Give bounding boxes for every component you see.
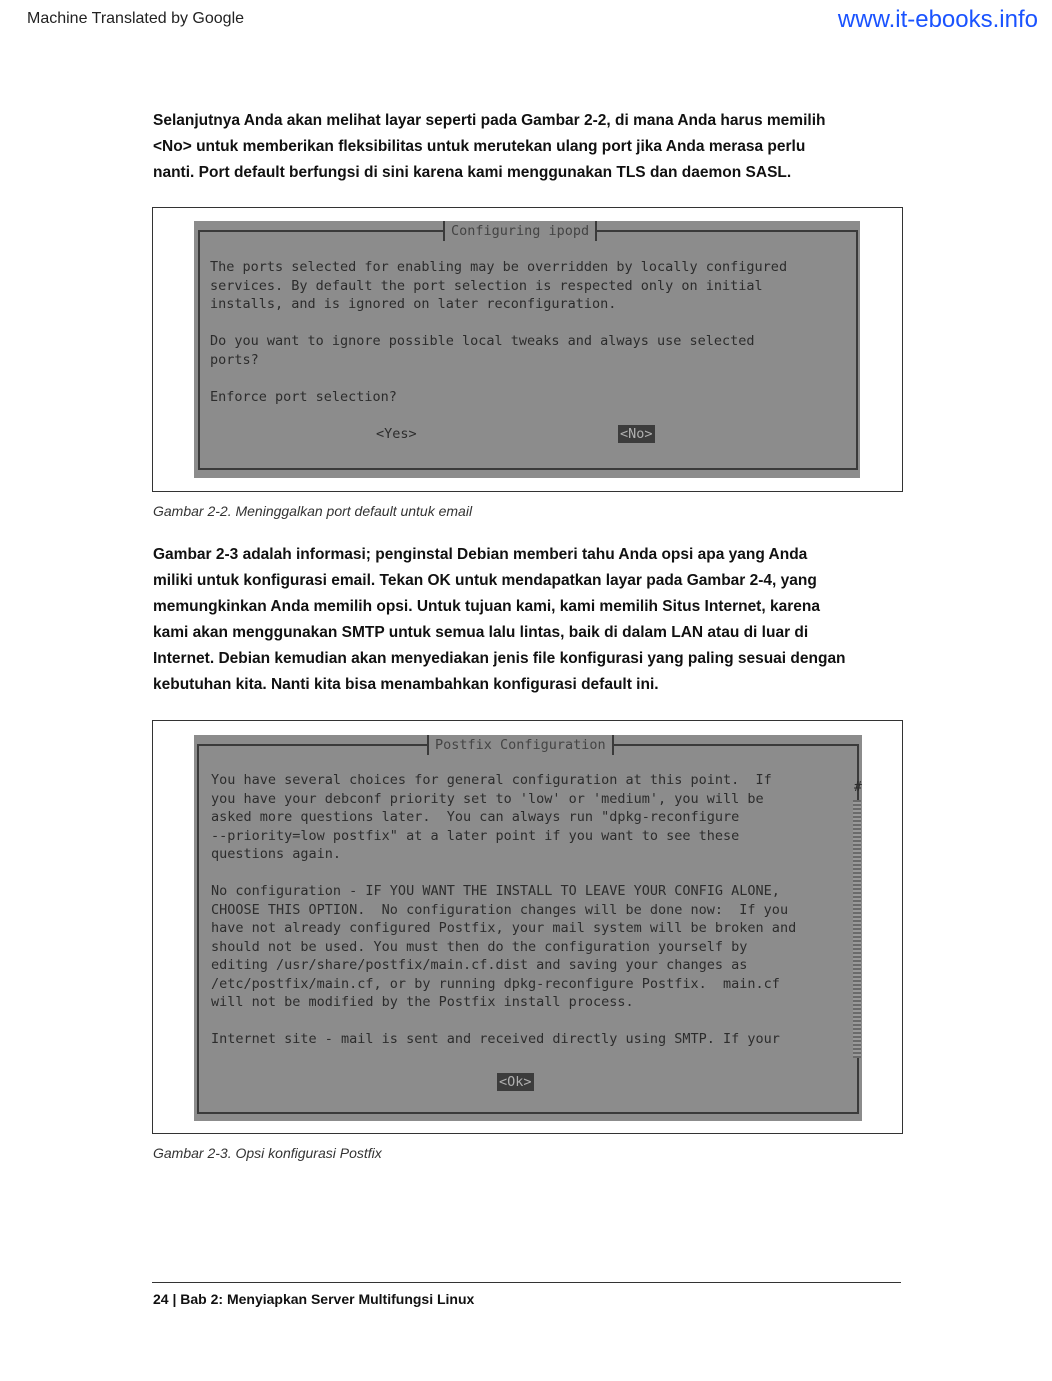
- dialog-line: editing /usr/share/postfix/main.cf.dist and saving your changes as: [211, 957, 748, 973]
- dialog-text: [211, 771, 796, 1049]
- dialog-line: questions again.: [211, 846, 342, 862]
- site-link[interactable]: www.it-ebooks.info: [837, 6, 1038, 33]
- scroll-marker: #: [854, 780, 862, 795]
- paragraph-1: [153, 108, 913, 186]
- scrollbar[interactable]: [853, 800, 861, 1058]
- dialog-line: [211, 1012, 796, 1031]
- dialog-line: [211, 864, 796, 883]
- postfix-dialog: [197, 737, 862, 1114]
- ok-button[interactable]: <Ok>: [499, 1074, 532, 1090]
- dialog-line: ports?: [210, 351, 259, 368]
- terminal-screenshot: [194, 221, 860, 478]
- paragraph-line: <No> untuk memberikan fleksibilitas untuk merutekan ulang port jika Anda merasa perlu: [153, 138, 806, 155]
- dialog-line: [210, 314, 787, 333]
- paragraph-line: Gambar 2-3 adalah informasi; penginstal Debian memberi tahu Anda opsi apa yang Anda: [153, 546, 808, 563]
- dialog-line: asked more questions later. You can always run "dpkg-reconfigure: [211, 809, 740, 825]
- dialog-line: CHOOSE THIS OPTION. No configuration changes will be done now: If you: [211, 901, 789, 918]
- dialog-line: You have several choices for general configuration at this point. If: [211, 772, 772, 788]
- machine-translated-label: Machine Translated by Google: [27, 10, 245, 27]
- dialog-line: Internet site - mail is sent and received directly using SMTP. If your: [211, 1031, 780, 1047]
- dialog-text: [210, 258, 787, 406]
- dialog-line: you have your debconf priority set to 'low' or 'medium', you will be: [211, 790, 764, 807]
- dialog-line: will not be modified by the Postfix install process.: [211, 994, 634, 1010]
- figure-2-2-frame: [152, 207, 903, 492]
- dialog-line: Enforce port selection?: [210, 388, 397, 405]
- paragraph-2: [153, 542, 913, 698]
- dialog-line: installs, and is ignored on later reconfiguration.: [210, 296, 617, 312]
- dialog-line: should not be used. You must then do the configuration yourself by: [211, 938, 748, 955]
- no-button[interactable]: <No>: [620, 426, 653, 442]
- dialog-line: have not already configured Postfix, your mail system will be broken and: [211, 920, 797, 936]
- paragraph-line: nanti. Port default berfungsi di sini karena kami menggunakan TLS dan daemon SASL.: [153, 164, 792, 181]
- paragraph-line: kami akan menggunakan SMTP untuk semua lalu lintas, baik di dalam LAN atau di luar di: [153, 624, 809, 641]
- dialog-line: --priority=low postfix" at a later point if you want to see these: [211, 827, 740, 844]
- figure-2-3-frame: [152, 720, 903, 1134]
- paragraph-line: memungkinkan Anda memilih opsi. Untuk tujuan kami, kami memilih Situs Internet, karena: [153, 598, 820, 615]
- paragraph-line: kebutuhan kita. Nanti kita bisa menambahkan konfigurasi default ini.: [153, 676, 659, 693]
- figure-2-2-caption: Gambar 2-2. Meninggalkan port default untuk email: [153, 503, 473, 519]
- page-footer: 24 | Bab 2: Menyiapkan Server Multifungsi Linux: [153, 1291, 475, 1307]
- footer-rule: [152, 1282, 901, 1283]
- figure-2-3-caption: Gambar 2-3. Opsi konfigurasi Postfix: [153, 1145, 382, 1161]
- paragraph-line: Selanjutnya Anda akan melihat layar seperti pada Gambar 2-2, di mana Anda harus memilih: [153, 112, 826, 129]
- dialog-line: Do you want to ignore possible local tweaks and always use selected: [210, 333, 755, 349]
- yes-button[interactable]: <Yes>: [376, 426, 417, 442]
- dialog-title: Postfix Configuration: [427, 735, 614, 755]
- paragraph-line: Internet. Debian kemudian akan menyediakan jenis file konfigurasi yang paling sesuai dengan: [153, 650, 846, 667]
- dialog-line: /etc/postfix/main.cf, or by running dpkg-reconfigure Postfix. main.cf: [211, 975, 780, 992]
- ipopd-dialog: [198, 223, 858, 470]
- dialog-line: The ports selected for enabling may be overridden by locally configured: [210, 259, 788, 275]
- dialog-line: No configuration - IF YOU WANT THE INSTALL TO LEAVE YOUR CONFIG ALONE,: [211, 883, 780, 899]
- paragraph-line: miliki untuk konfigurasi email. Tekan OK untuk mendapatkan layar pada Gambar 2-4, yang: [153, 572, 817, 589]
- dialog-line: [210, 369, 787, 388]
- terminal-screenshot: [194, 735, 862, 1121]
- dialog-title: Configuring ipopd: [443, 221, 597, 241]
- dialog-line: services. By default the port selection is respected only on initial: [210, 277, 763, 294]
